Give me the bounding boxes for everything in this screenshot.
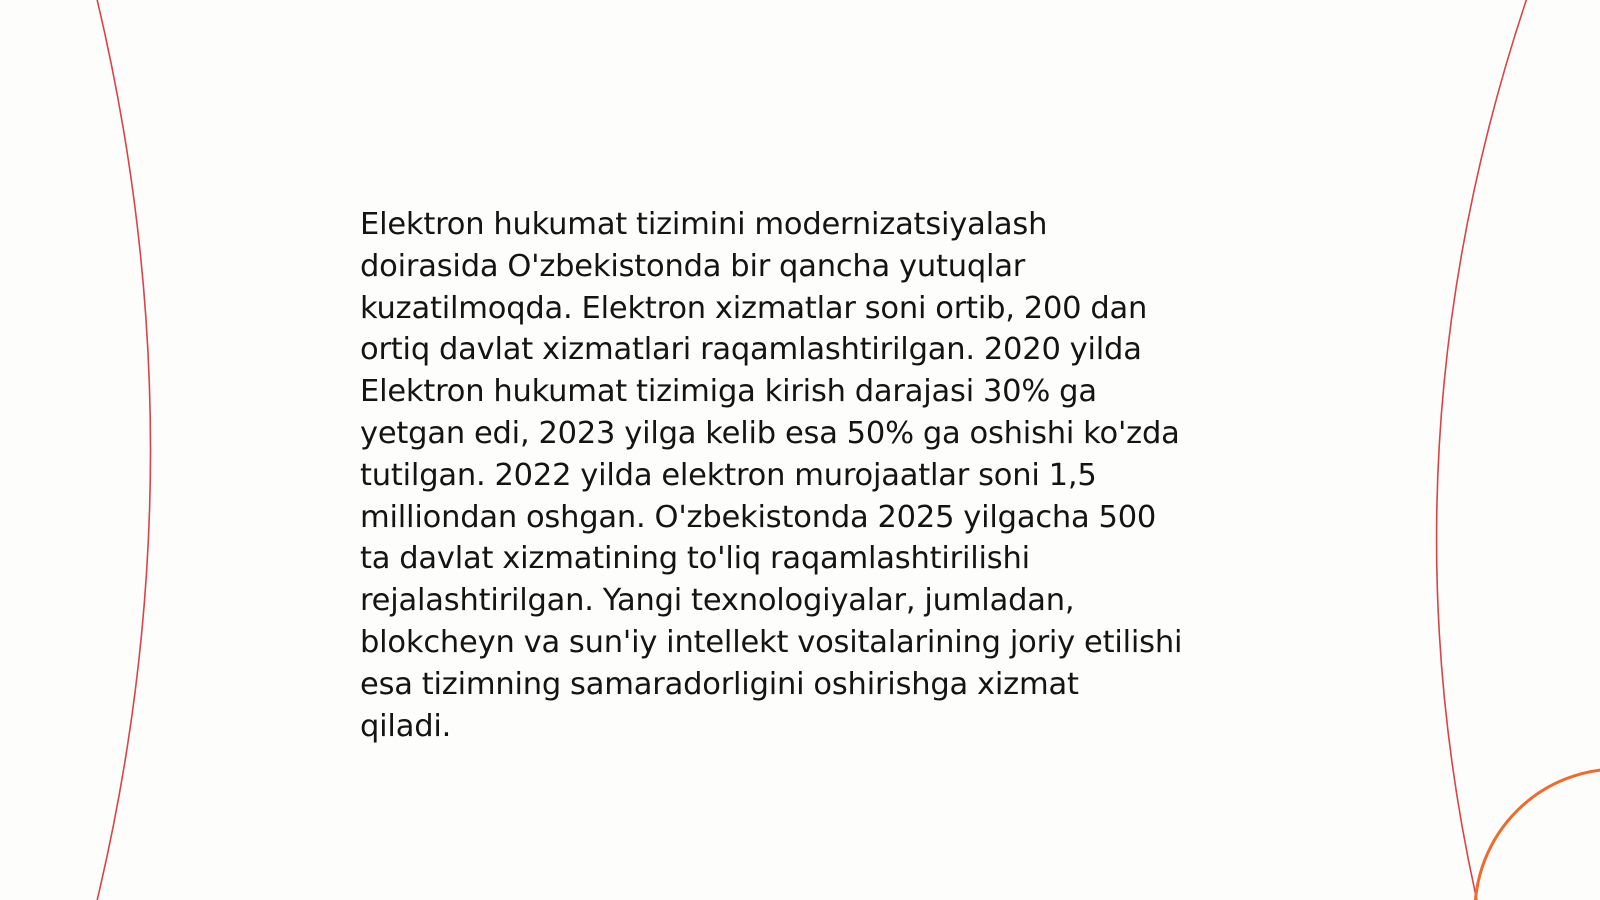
orange-arc xyxy=(1475,769,1600,900)
text-line: ta davlat xizmatining to'liq raqamlashtirilishi xyxy=(360,541,1030,577)
body-paragraph xyxy=(360,204,1260,747)
text-line: kuzatilmoqda. Elektron xizmatlar soni ortib, 200 dan xyxy=(360,290,1148,326)
text-line: tutilgan. 2022 yilda elektron murojaatlar soni 1,5 xyxy=(360,457,1097,493)
text-line: esa tizimning samaradorligini oshirishga xizmat xyxy=(360,666,1079,702)
left-curve-line xyxy=(96,0,151,900)
right-curve-line xyxy=(1437,0,1528,900)
text-line: Elektron hukumat tizimini modernizatsiyalash xyxy=(360,207,1048,242)
text-line: blokcheyn va sun'iy intellekt vositalarining joriy etilishi xyxy=(360,624,1183,660)
text-line: yetgan edi, 2023 yilga kelib esa 50% ga oshishi ko'zda xyxy=(360,415,1180,451)
text-line: milliondan oshgan. O'zbekistonda 2025 yilgacha 500 xyxy=(360,499,1157,535)
text-line: doirasida O'zbekistonda bir qancha yutuqlar xyxy=(360,248,1026,284)
text-line: Elektron hukumat tizimiga kirish darajasi 30% ga xyxy=(360,374,1097,410)
text-line: ortiq davlat xizmatlari raqamlashtirilgan. 2020 yilda xyxy=(360,332,1142,368)
text-line: rejalashtirilgan. Yangi texnologiyalar, jumladan, xyxy=(360,583,1075,619)
text-line: qiladi. xyxy=(360,708,452,744)
